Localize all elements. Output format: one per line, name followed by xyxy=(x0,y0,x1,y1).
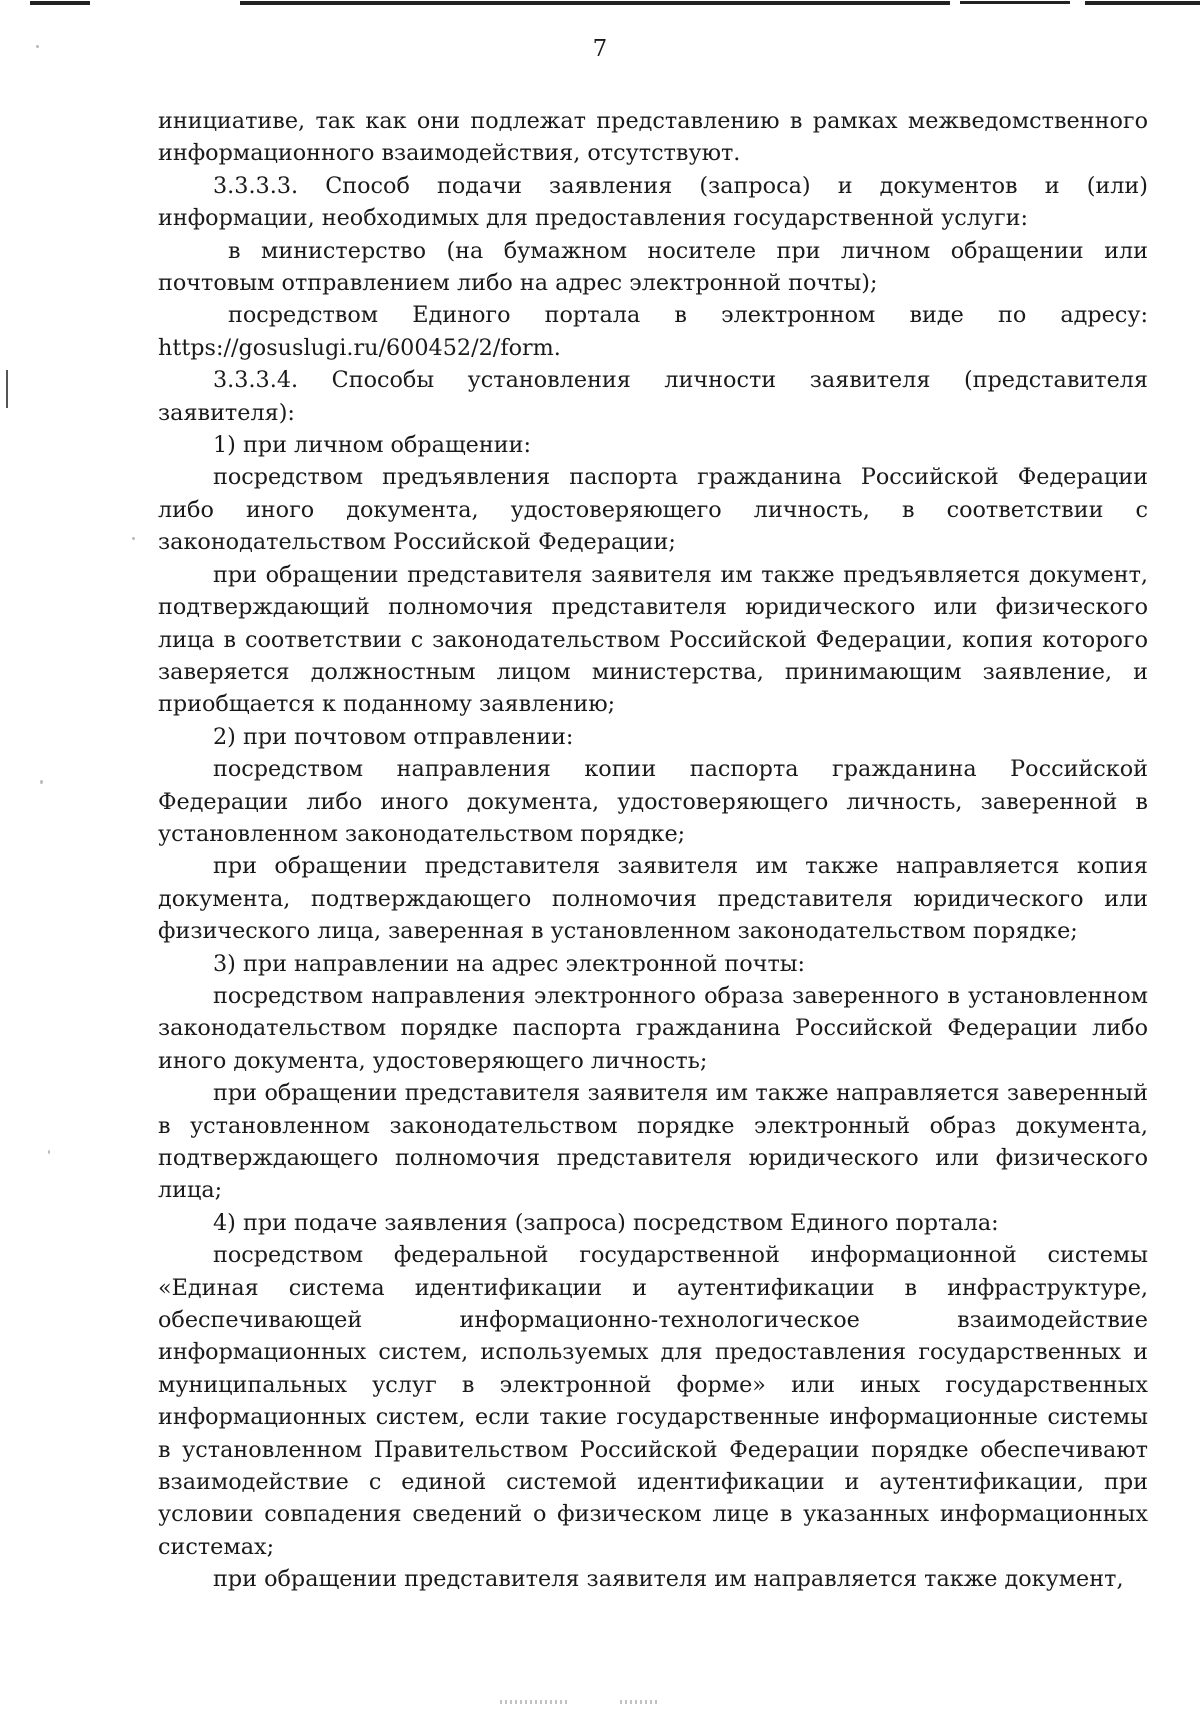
paragraph: 2) при почтовом отправлении: xyxy=(213,723,574,750)
paragraph: 4) при подаче заявления (запроса) посредством Единого портала: xyxy=(213,1209,999,1236)
paragraph: 1) при личном обращении: xyxy=(213,432,531,459)
document-body xyxy=(158,105,1148,1596)
scan-top-rule xyxy=(30,1,90,5)
paragraph: 3.3.3.4. Способы установления личности заявителя (представителя заявителя): xyxy=(158,367,1148,426)
scan-top-rule xyxy=(1085,1,1200,5)
page-number: 7 xyxy=(592,36,608,62)
paragraph: при обращении представителя заявителя им также предъявляется документ, подтверждающий полномочия представителя юридического или физического лица в соответствии с законодательством Российской Федерации, копия которого заверяется должностным лицом министерства, принимающим заявление, и приобщается к поданному заявлению; xyxy=(158,561,1148,718)
paragraph: посредством Единого портала в электронном виде по адресу: https://gosuslugi.ru/600452/2/form. xyxy=(158,302,1148,361)
paragraph: при обращении представителя заявителя им также направляется заверенный в установленном законодательством порядке электронный образ документа, подтверждающего полномочия представителя юридического или физического лица; xyxy=(158,1080,1148,1204)
paragraph: 3) при направлении на адрес электронной почты: xyxy=(213,950,806,977)
paragraph: при обращении представителя заявителя им направляется также документ, xyxy=(213,1566,1124,1593)
paragraph: в министерство (на бумажном носителе при личном обращении или почтовым отправлением либо на адрес электронной почты); xyxy=(158,237,1148,297)
scan-footer-noise xyxy=(620,1700,660,1704)
paragraph: посредством предъявления паспорта гражданина Российской Федерации либо иного документа, удостоверяющего личность, в соответствии с законодательством Российской Федерации; xyxy=(158,464,1148,556)
paragraph: посредством федеральной государственной информационной системы «Единая система идентификации и аутентификации в инфраструктуре, обеспечивающей информационно-технологическое взаимодействие информационных систем, используемых для предоставления государственных и муниципальных услуг в электронной форме» или иных государственных информационных систем, если такие государственные информационные системы в установленном Правительством Российской Федерации порядке обеспечивают взаимодействие с единой системой идентификации и аутентификации, при условии совпадения сведений о физическом лице в указанных информационных системах; xyxy=(158,1242,1148,1560)
paragraph: при обращении представителя заявителя им также направляется копия документа, подтверждающего полномочия представителя юридического или физического лица, заверенная в установленном законодательством порядке; xyxy=(158,853,1148,945)
scan-speck xyxy=(48,1150,50,1154)
scan-speck xyxy=(132,537,135,540)
scan-top-rule xyxy=(240,1,950,5)
scan-top-rule xyxy=(960,1,1070,4)
paragraph: 3.3.3.3. Способ подачи заявления (запроса) и документов и (или) информации, необходимых для предоставления государственной услуги: xyxy=(158,172,1148,232)
scan-footer-noise xyxy=(500,1700,570,1704)
scan-speck xyxy=(40,780,43,784)
scan-margin-mark xyxy=(6,370,8,408)
paragraph: инициативе, так как они подлежат представлению в рамках межведомственного информационного взаимодействия, отсутствуют. xyxy=(158,108,1148,167)
paragraph: посредством направления электронного образа заверенного в установленном законодательством порядке паспорта гражданина Российской Федерации либо иного документа, удостоверяющего личность; xyxy=(158,982,1148,1074)
paragraph: посредством направления копии паспорта гражданина Российской Федерации либо иного документа, удостоверяющего личность, заверенной в установленном законодательством порядке; xyxy=(158,756,1148,847)
